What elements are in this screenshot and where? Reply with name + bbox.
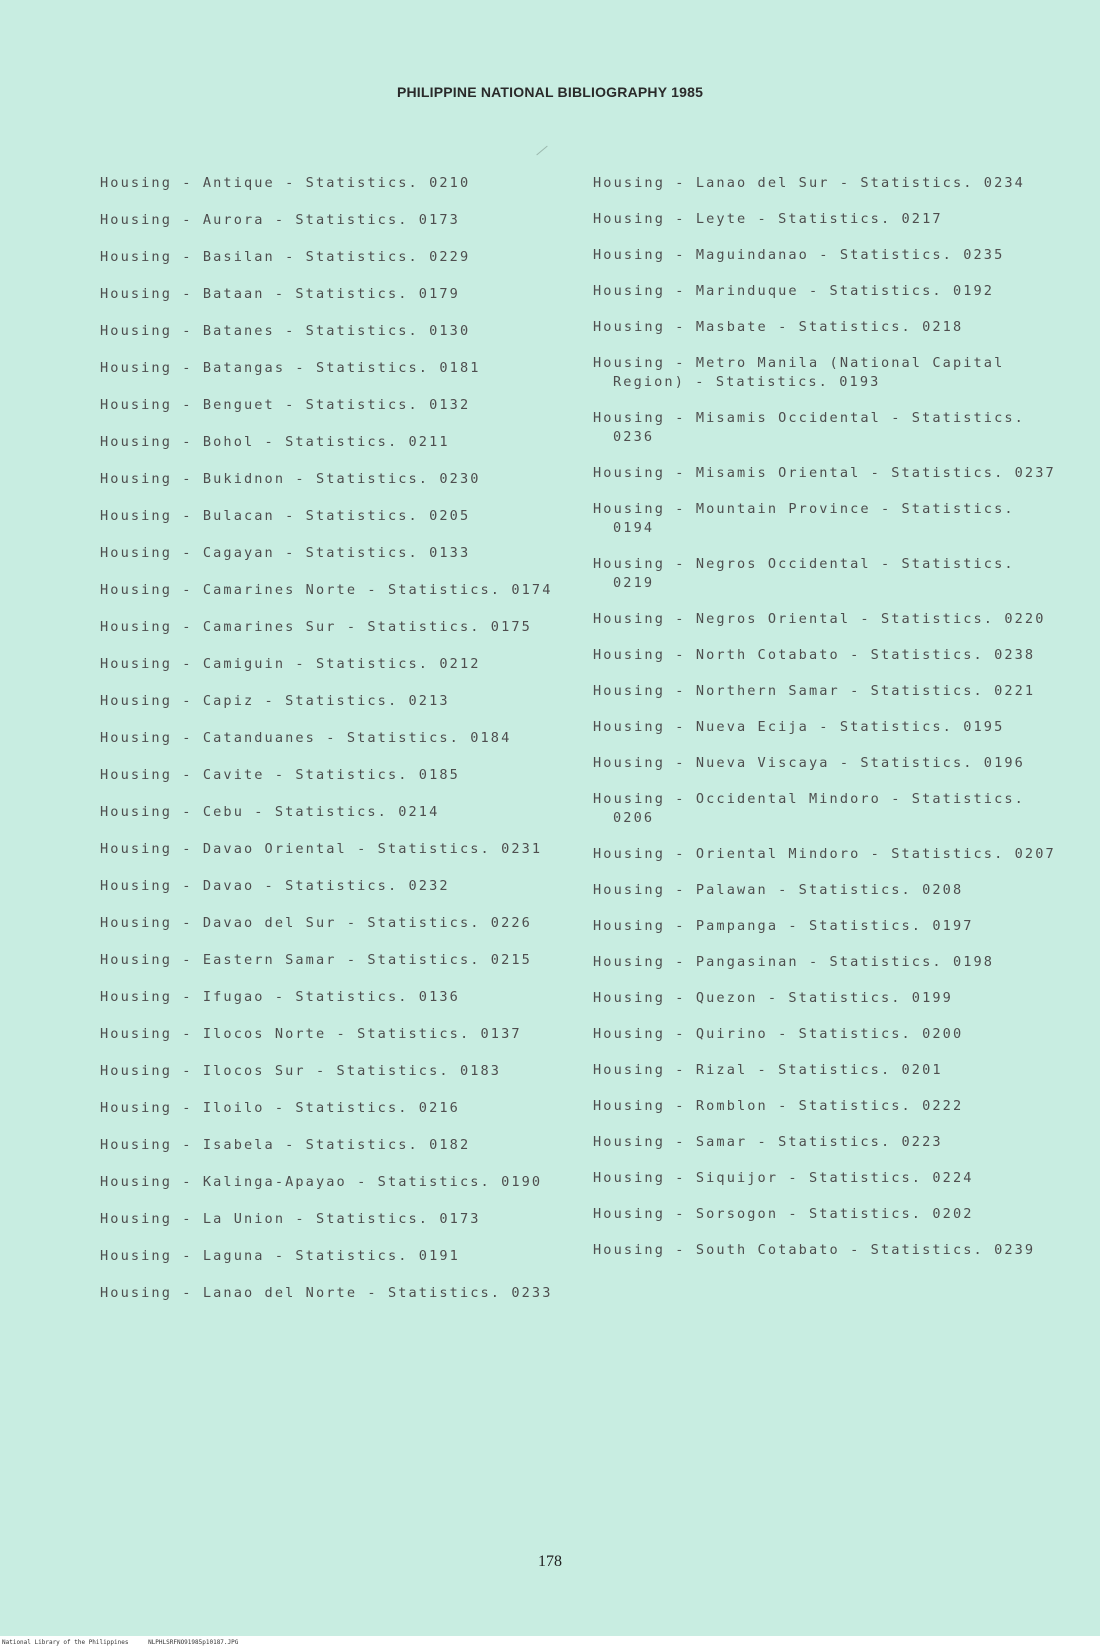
bibliography-entry: Housing - Catanduanes - Statistics. 0184 — [100, 730, 512, 746]
bibliography-entry: Housing - Rizal - Statistics. 0201 — [593, 1062, 943, 1078]
bibliography-entry: Housing - Bohol - Statistics. 0211 — [100, 434, 450, 450]
bibliography-entry: Housing - Davao del Sur - Statistics. 0226 — [100, 915, 532, 931]
bibliography-entry: Housing - Capiz - Statistics. 0213 — [100, 693, 450, 709]
bibliography-entry: Housing - Romblon - Statistics. 0222 — [593, 1098, 964, 1114]
bibliography-entry: Housing - Bulacan - Statistics. 0205 — [100, 508, 471, 524]
bibliography-entry: Housing - Batanes - Statistics. 0130 — [100, 323, 471, 339]
bibliography-entry: Housing - Camarines Norte - Statistics. 0174 — [100, 582, 553, 598]
bibliography-entry: Housing - Batangas - Statistics. 0181 — [100, 360, 481, 376]
bibliography-entry: Housing - Ilocos Sur - Statistics. 0183 — [100, 1063, 502, 1079]
bibliography-entry: Housing - Cavite - Statistics. 0185 — [100, 767, 460, 783]
bibliography-entry: Housing - Samar - Statistics. 0223 — [593, 1134, 943, 1150]
bibliography-entry: Housing - Marinduque - Statistics. 0192 — [593, 283, 995, 299]
bibliography-entry: Housing - Cagayan - Statistics. 0133 — [100, 545, 471, 561]
bibliography-entry: Housing - Maguindanao - Statistics. 0235 — [593, 247, 1005, 263]
bibliography-entry: Housing - Mountain Province - Statistics. 0194 — [593, 501, 1015, 536]
bibliography-entry: Housing - Northern Samar - Statistics. 0221 — [593, 683, 1036, 699]
bibliography-entry: Housing - Oriental Mindoro - Statistics. 0207 — [593, 846, 1056, 862]
bibliography-entry: Housing - Misamis Oriental - Statistics. 0237 — [593, 465, 1056, 481]
bibliography-entry: Housing - Quirino - Statistics. 0200 — [593, 1026, 964, 1042]
bibliography-entry: Housing - Nueva Ecija - Statistics. 0195 — [593, 719, 1005, 735]
bibliography-entry: Housing - South Cotabato - Statistics. 0239 — [593, 1242, 1036, 1258]
bibliography-entry: Housing - Cebu - Statistics. 0214 — [100, 804, 440, 820]
bibliography-entry: Housing - Metro Manila (National Capital Region) - Statistics. 0193 — [593, 355, 1005, 390]
right-column — [593, 174, 1063, 1277]
bibliography-entry: Housing - Bukidnon - Statistics. 0230 — [100, 471, 481, 487]
bibliography-entry: Housing - Sorsogon - Statistics. 0202 — [593, 1206, 974, 1222]
file-label: NLPHLSRFNO91985p10187.JPG — [148, 1639, 239, 1646]
page-number: 178 — [538, 1553, 562, 1570]
bibliography-entry: Housing - North Cotabato - Statistics. 0238 — [593, 647, 1036, 663]
bibliography-entry: Housing - Ifugao - Statistics. 0136 — [100, 989, 460, 1005]
bibliography-entry: Housing - Negros Occidental - Statistics. 0219 — [593, 556, 1015, 591]
bibliography-entry: Housing - Kalinga-Apayao - Statistics. 0190 — [100, 1174, 543, 1190]
library-label: National Library of the Philippines — [2, 1639, 129, 1646]
page-title: PHILIPPINE NATIONAL BIBLIOGRAPHY 1985 — [396, 84, 704, 100]
bibliography-entry: Housing - Lanao del Sur - Statistics. 0234 — [593, 175, 1025, 191]
bibliography-entry: Housing - Negros Oriental - Statistics. 0220 — [593, 611, 1046, 627]
bibliography-entry: Housing - Palawan - Statistics. 0208 — [593, 882, 964, 898]
bibliography-entry: Housing - Leyte - Statistics. 0217 — [593, 211, 943, 227]
bibliography-entry: Housing - Quezon - Statistics. 0199 — [593, 990, 953, 1006]
bibliography-entry: Housing - Benguet - Statistics. 0132 — [100, 397, 471, 413]
left-column — [100, 174, 570, 1321]
bibliography-entry: Housing - Davao - Statistics. 0232 — [100, 878, 450, 894]
bibliography-entry: Housing - Davao Oriental - Statistics. 0231 — [100, 841, 543, 857]
bibliography-entry: Housing - Pampanga - Statistics. 0197 — [593, 918, 974, 934]
bibliography-entry: Housing - Nueva Viscaya - Statistics. 0196 — [593, 755, 1025, 771]
bibliography-entry: Housing - Antique - Statistics. 0210 — [100, 175, 471, 191]
bibliography-entry: Housing - Siquijor - Statistics. 0224 — [593, 1170, 974, 1186]
bibliography-entry: Housing - Basilan - Statistics. 0229 — [100, 249, 471, 265]
bibliography-entry: Housing - Misamis Occidental - Statistics. 0236 — [593, 410, 1025, 445]
bibliography-entry: Housing - La Union - Statistics. 0173 — [100, 1211, 481, 1227]
bibliography-entry: Housing - Ilocos Norte - Statistics. 0137 — [100, 1026, 522, 1042]
bibliography-entry: Housing - Masbate - Statistics. 0218 — [593, 319, 964, 335]
bibliography-entry: Housing - Camarines Sur - Statistics. 0175 — [100, 619, 532, 635]
bibliography-entry: Housing - Eastern Samar - Statistics. 0215 — [100, 952, 532, 968]
bibliography-entry: Housing - Camiguin - Statistics. 0212 — [100, 656, 481, 672]
bibliography-entry: Housing - Lanao del Norte - Statistics. 0233 — [100, 1285, 553, 1301]
bibliography-entry: Housing - Occidental Mindoro - Statistics. 0206 — [593, 791, 1025, 826]
bibliography-entry: Housing - Aurora - Statistics. 0173 — [100, 212, 460, 228]
bibliography-entry: Housing - Iloilo - Statistics. 0216 — [100, 1100, 460, 1116]
pen-mark — [536, 146, 547, 156]
bibliography-entry: Housing - Isabela - Statistics. 0182 — [100, 1137, 471, 1153]
bibliography-entry: Housing - Bataan - Statistics. 0179 — [100, 286, 460, 302]
bibliography-entry: Housing - Laguna - Statistics. 0191 — [100, 1248, 460, 1264]
scan-info-strip — [0, 1636, 1100, 1650]
bibliography-entry: Housing - Pangasinan - Statistics. 0198 — [593, 954, 995, 970]
